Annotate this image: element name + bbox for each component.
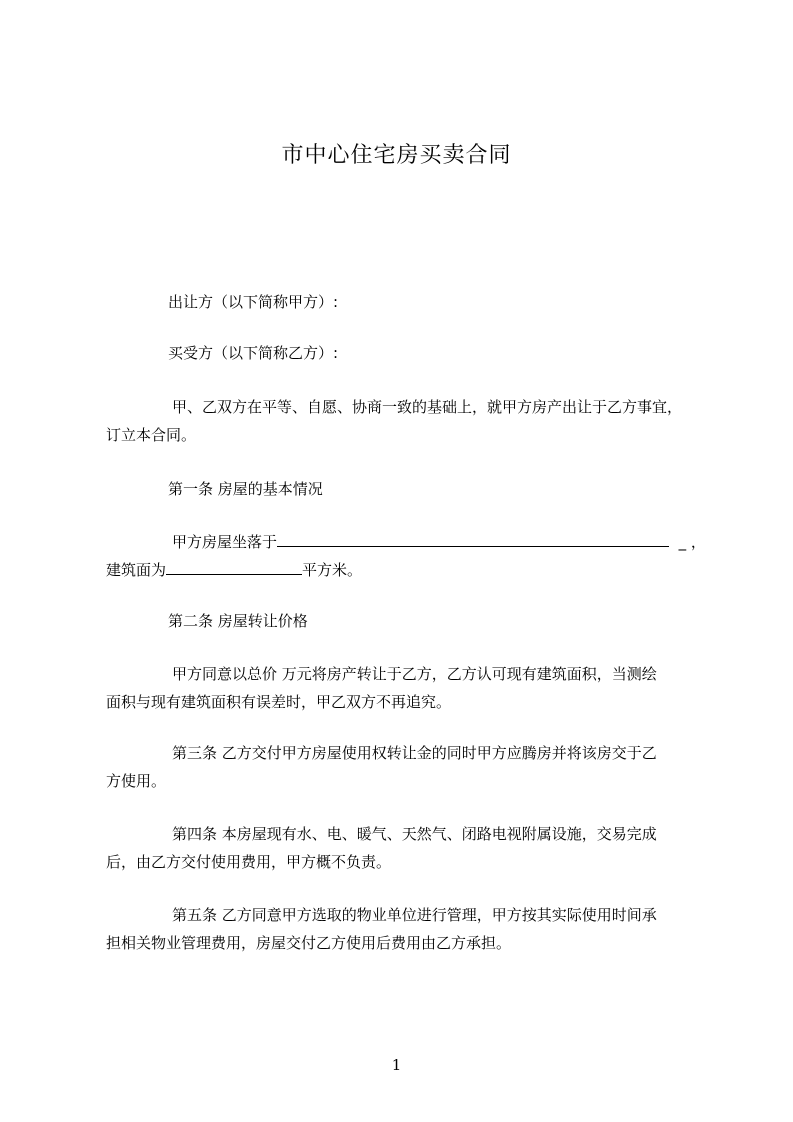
area-unit: 平方米。 (302, 561, 363, 579)
article-4-line-1: 第四条 本房屋现有水、电、暖气、天然气、闭路电视附属设施，交易完成 (172, 825, 657, 843)
article-3-line-1: 第三条 乙方交付甲方房屋使用权转让金的同时甲方应腾房并将该房交于乙 (172, 744, 657, 762)
article-2-heading: 第二条 房屋转让价格 (168, 612, 308, 630)
article-2-line-2: 面积与现有建筑面积有误差时，甲乙双方不再追究。 (106, 693, 452, 711)
location-label: 甲方房屋坐落于 (172, 533, 278, 551)
buyer-line: 买受方（以下简称乙方）: (168, 344, 339, 362)
article-1-location-line (172, 533, 706, 551)
area-label: 建筑面为 (106, 561, 167, 579)
location-blank (277, 533, 669, 547)
seller-line: 出让方（以下简称甲方）: (168, 293, 339, 311)
page-number: 1 (391, 1056, 402, 1074)
intro-line-2: 订立本合同。 (106, 426, 197, 444)
intro-line-1: 甲、乙双方在平等、自愿、协商一致的基础上，就甲方房产出让于乙方事宜， (172, 398, 683, 416)
contract-title: 市中心住宅房买卖合同 (281, 143, 512, 168)
location-suffix: _ ， (678, 533, 706, 551)
area-blank (166, 561, 302, 575)
article-1-area-line (106, 561, 362, 579)
article-5-line-2: 担相关物业管理费用，房屋交付乙方使用后费用由乙方承担。 (106, 934, 512, 952)
article-3-line-2: 方使用。 (106, 772, 167, 790)
article-5-line-1: 第五条 乙方同意甲方选取的物业单位进行管理，甲方按其实际使用时间承 (172, 906, 657, 924)
article-1-heading: 第一条 房屋的基本情况 (168, 480, 323, 498)
article-4-line-2: 后，由乙方交付使用费用，甲方概不负责。 (106, 853, 392, 871)
article-2-line-1: 甲方同意以总价 万元将房产转让于乙方，乙方认可现有建筑面积，当测绘 (172, 665, 657, 683)
